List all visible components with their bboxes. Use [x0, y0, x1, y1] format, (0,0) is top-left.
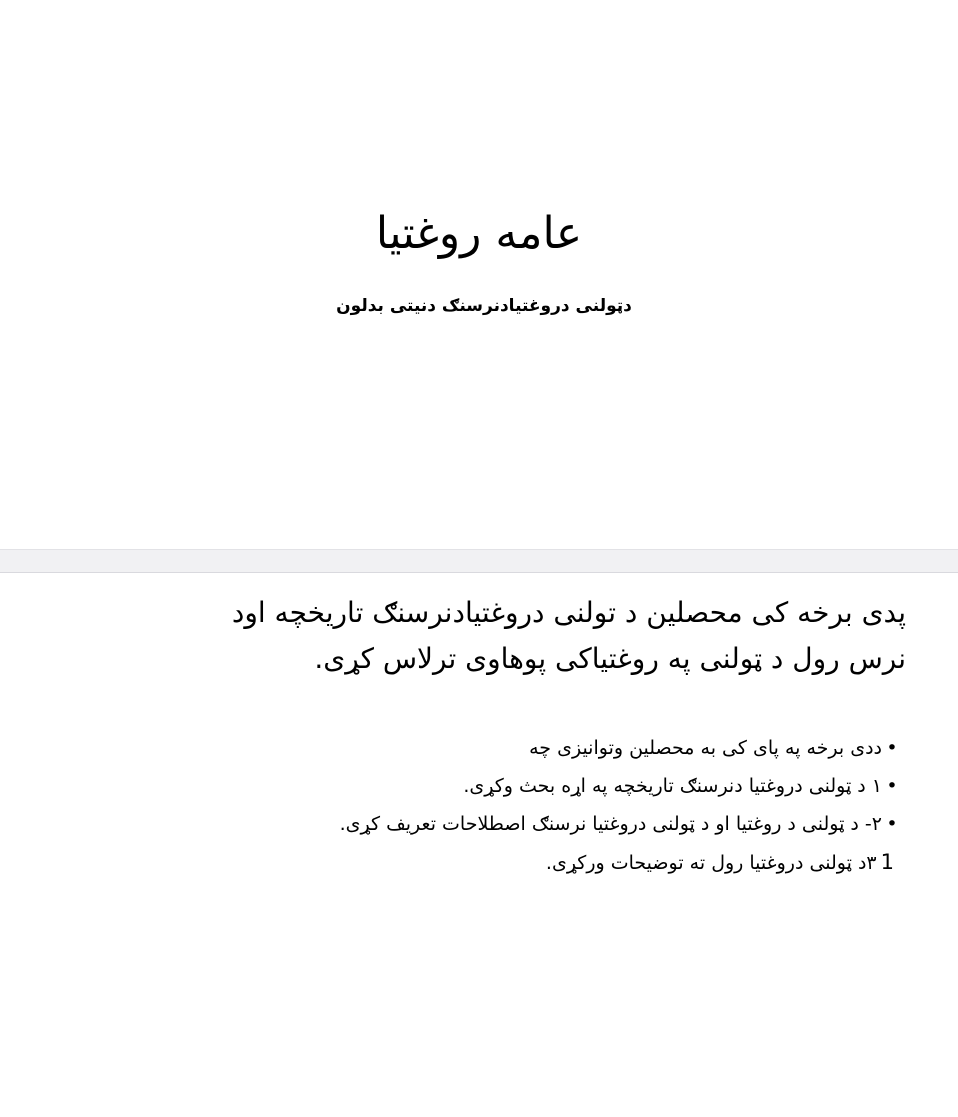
bullet-list	[150, 729, 902, 843]
slide-title: عامه روغتیا	[375, 208, 583, 259]
slide-2	[0, 573, 958, 1117]
numbered-line-text: ۳د ټولنی دروغتیا رول ته توضیحات ورکړی.	[545, 852, 877, 874]
bullet-text: ۲- د ټولنی د روغتیا او د ټولنی دروغتیا نرسنګ اصطلاحات تعریف کړی.	[339, 813, 882, 835]
bullet-icon: •	[886, 775, 898, 797]
bullet-item	[150, 767, 902, 805]
bullet-text: ددی برخه په پای کی به محصلین وتوانیزی چه	[529, 737, 882, 759]
bullet-icon: •	[886, 737, 898, 759]
bullet-text: ۱ د ټولنی دروغتیا دنرسنګ تاریخچه په اړه بحث وکړی.	[463, 775, 882, 797]
slide-subtitle: دټولنی دروغتیادنرسنګ دنیتی بدلون	[336, 296, 632, 316]
slide-1	[0, 0, 958, 549]
bullet-item	[150, 805, 902, 843]
slide-heading-line-1: پدی برخه کی محصلین د تولنی دروغتیادنرسنګ تاریخچه اود	[231, 596, 906, 629]
slide-heading	[100, 590, 906, 682]
numbered-line	[150, 843, 894, 882]
slide-heading-line-2: نرس رول د ټولنی په روغتیاکی پوهاوی ترلاس کړی.	[314, 642, 906, 675]
line-number: 1	[880, 850, 894, 874]
bullet-item	[150, 729, 902, 767]
bullet-icon: •	[886, 813, 898, 835]
slide-separator	[0, 549, 958, 573]
